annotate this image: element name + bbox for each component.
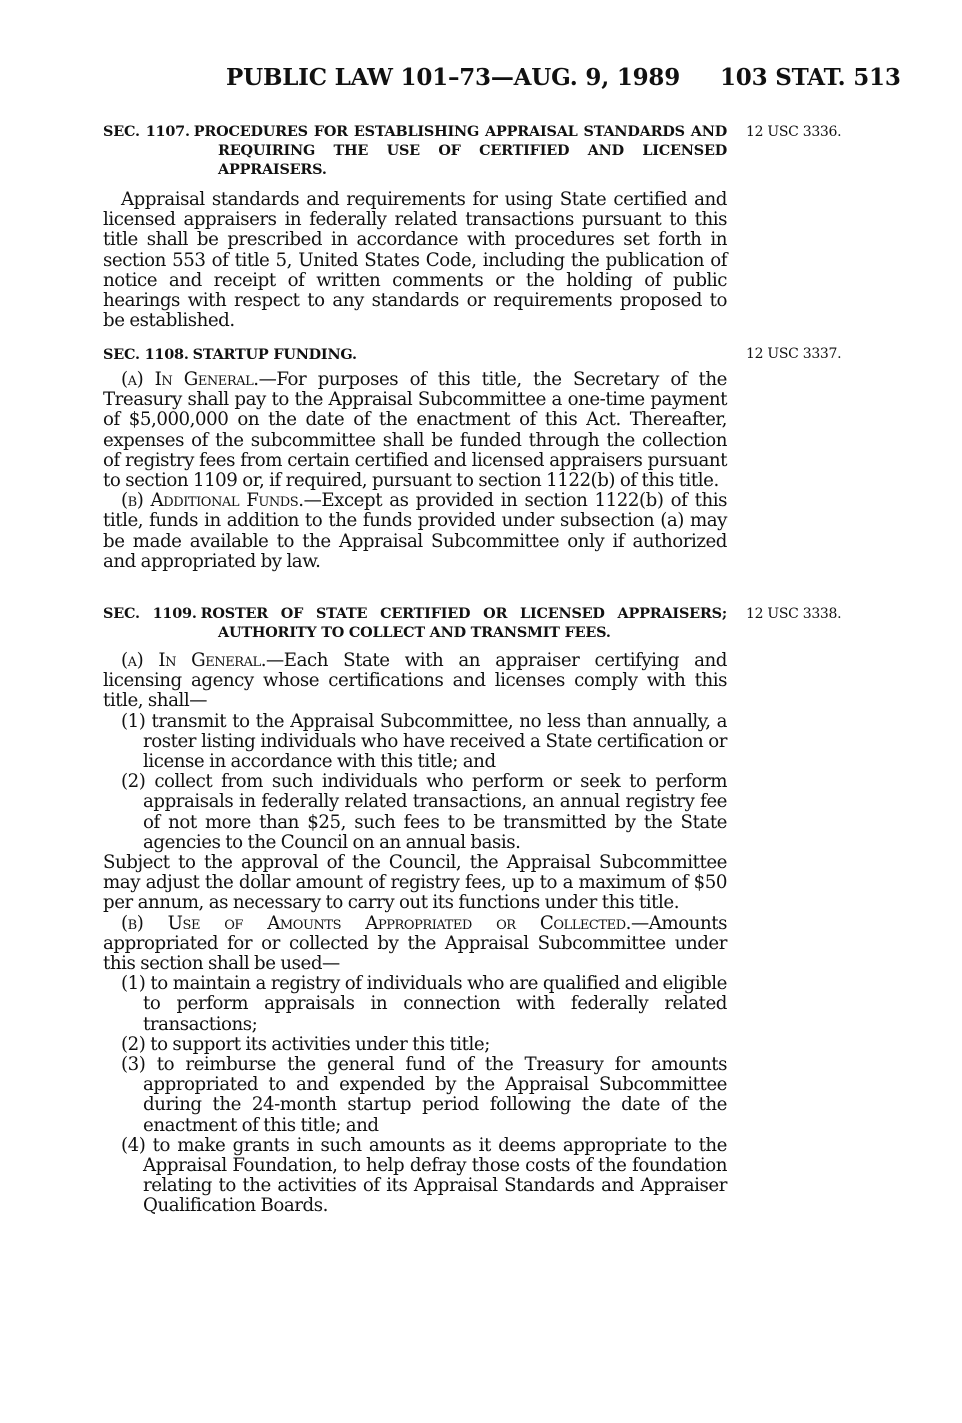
sec-1107-margin-note: 12 USC 3336. [746,124,842,140]
sec-1109-b-label: (b) Use of Amounts Appropriated or Collected. [121,912,631,934]
sec-1109-title-line1: ROSTER OF STATE CERTIFIED OR LICENSED APPRAISERS; [200,605,727,622]
sec-1109-margin-note: 12 USC 3338. [746,606,842,622]
sec-1107-heading [103,122,727,179]
sec-1109-number: SEC. 1109. [103,605,197,622]
sec-1108-title: STARTUP FUNDING. [192,346,357,363]
sec-1107-title-line1: PROCEDURES FOR ESTABLISHING APPRAISAL STANDARDS AND [193,123,727,140]
sec-1108-a-text: —For purposes of this title, the Secretary of the Treasury shall pay to the Appraisal Subcommittee a one-time payment of $5,000,000 on the date of the enactment of this Act. Thereafter, expenses of the subcommittee shall be funded through the collection of registry fees from certain certified and licensed appraisers pursuant to section 1109 or, if required, pursuant to section 1122(b) of this title. [103,369,727,492]
sec-1109-a-item-1: (1) transmit to the Appraisal Subcommittee, no less than annually, a roster listing individuals who have received a State certification or license in accordance with this title; and [121,710,727,773]
sec-1109-a-item-2: (2) collect from such individuals who perform or seek to perform appraisals in federally related transactions, an annual registry fee of not more than $25, such fees to be transmitted by the State agencies to the Council on an annual basis. [121,771,727,853]
sec-1107-number: SEC. 1107. [103,123,190,140]
sec-1109-heading [103,604,727,642]
sec-1108-b-text: —Except as provided in section 1122(b) of this title, funds in addition to the funds provided under subsection (a) may be made available to the Appraisal Subcommittee only if authorized and appropriated by law. [103,490,727,572]
sec-1109-b-item-3: (3) to reimburse the general fund of the Treasury for amounts appropriated to and expended by the Appraisal Subcommittee during the 24-month startup period following the date of the enactment of this title; and [121,1054,727,1136]
sec-1109-b-item-4: (4) to make grants in such amounts as it deems appropriate to the Appraisal Foundation, to help defray those costs of the foundation relating to the activities of its Appraisal Standards and Appraiser Qualification Boards. [121,1134,727,1217]
sec-1107-body [103,190,727,331]
sec-1108-heading [103,345,727,364]
sec-1108-number: SEC. 1108. [103,346,189,363]
sec-1108-margin-note: 12 USC 3337. [746,346,842,362]
sec-1109-b-item-2: (2) to support its activities under this title; [121,1033,490,1055]
running-header-stat: 103 STAT. 513 [720,64,901,91]
sec-1109-subsection-a [103,651,727,712]
sec-1109-body [103,651,727,1217]
sec-1109-a-label: (a) In General. [121,650,267,671]
sec-1109-title-line2: AUTHORITY TO COLLECT AND TRANSMIT FEES. [218,624,611,641]
sec-1107-paragraph: Appraisal standards and requirements for using State certified and licensed appraisers in federally related transactions pursuant to this title shall be prescribed in accordance with procedures set forth in section 553 of title 5, United States Code, including the publication of notice and receipt of written comments or the holding of public hearings with respect to any standards or requirements proposed to be established. [103,189,727,332]
sec-1109-b-text: —Amounts appropriated for or collected by the Appraisal Subcommittee under this section shall be used— [103,912,727,975]
sec-1109-a-flush-text: Subject to the approval of the Council, the Appraisal Subcommittee may adjust the dollar amount of registry fees, up to a maximum of $50 per annum, as necessary to carry out its functions under this title. [103,852,727,914]
sec-1109-a-text: —Each State with an appraiser certifying and licensing agency whose certifications and licenses comply with this title, shall— [103,650,727,712]
sec-1108-subsection-b [103,491,727,572]
sec-1108-a-label: (a) In General. [121,369,259,390]
sec-1107-title-line2: REQUIRING THE USE OF CERTIFIED AND LICENSED APPRAISERS. [218,142,727,178]
sec-1108-subsection-a [103,370,727,491]
sec-1108-b-label: (b) Additional Funds. [121,490,304,512]
sec-1109-subsection-b [103,914,727,975]
running-header-title: PUBLIC LAW 101–73—AUG. 9, 1989 [226,64,681,91]
sec-1109-b-item-1: (1) to maintain a registry of individuals who are qualified and eligible to perform appraisals in connection with federally related transactions; [121,973,727,1035]
sec-1108-body [103,370,727,572]
